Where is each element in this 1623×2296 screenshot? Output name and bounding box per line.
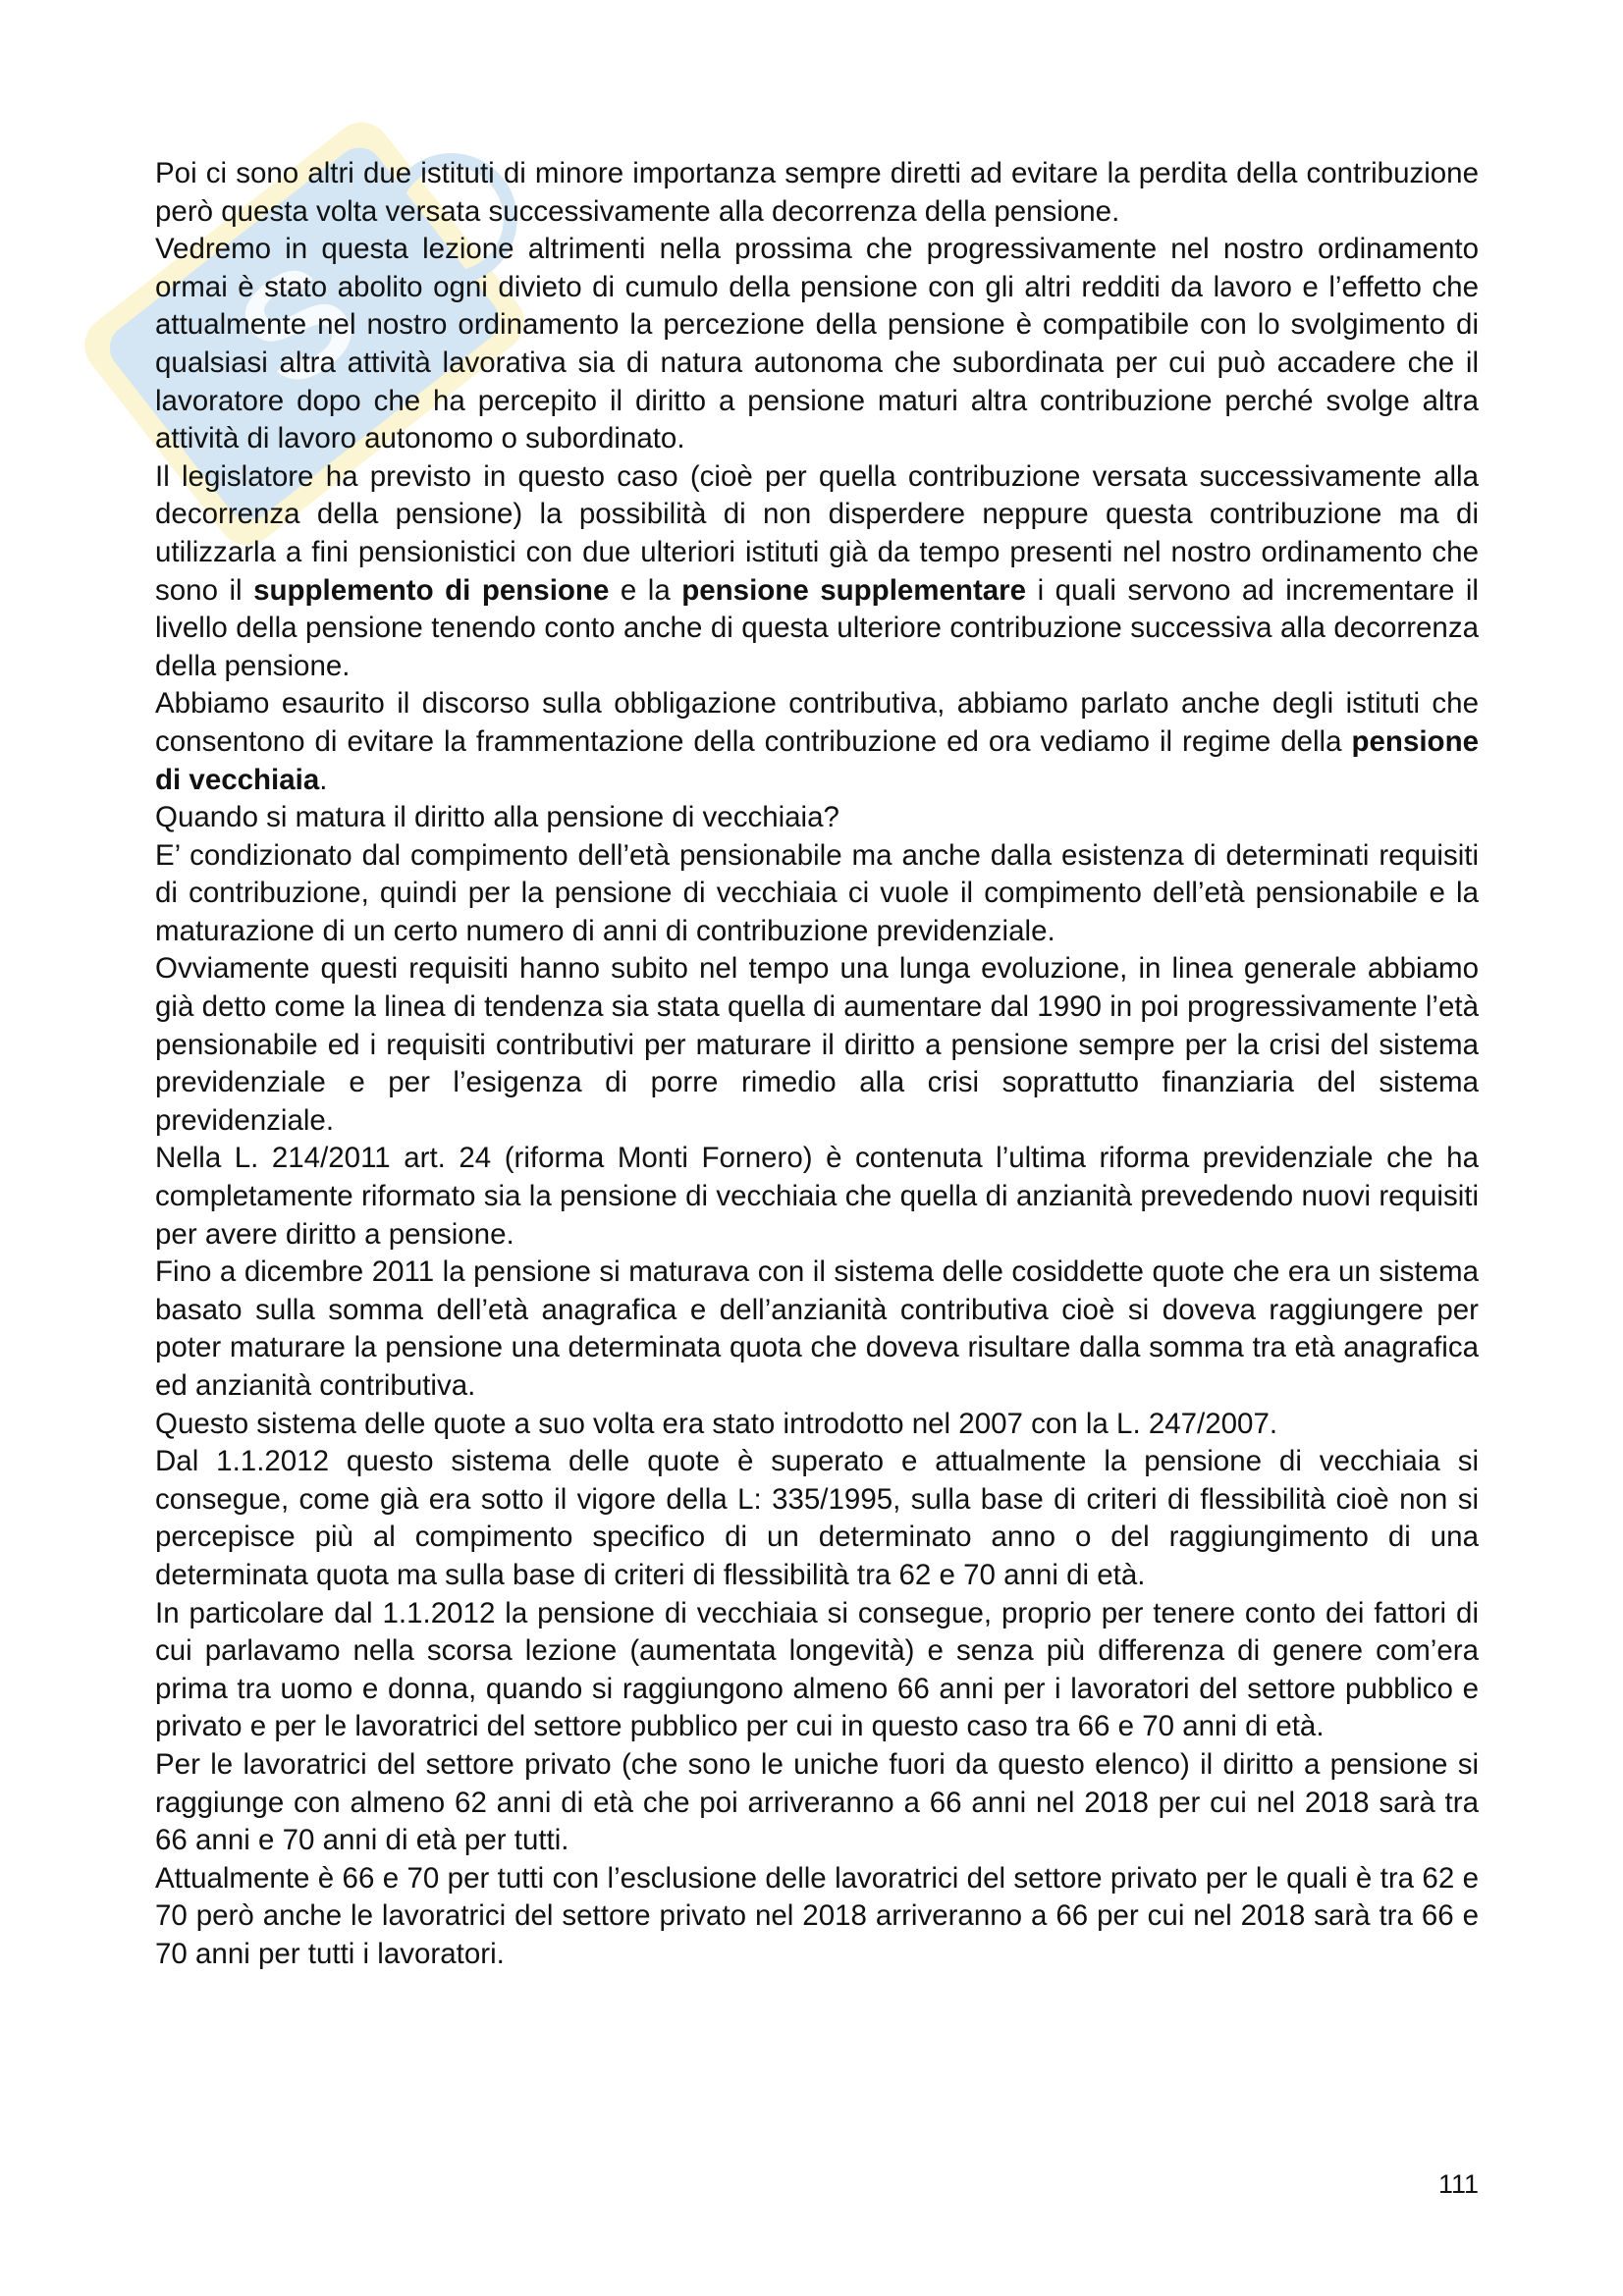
- bold-term: supplemento di pensione: [253, 573, 610, 607]
- text-run: Dal 1.1.2012 questo sistema delle quote è superato e attualmente la pensione di vecchiaia si consegue, come già era sotto il vigore della L: 335/1995, sulla base di criteri di flessibilità cioè non si percepisce più al compimento specifico di un determinato anno o del raggiungimento di una determinata quota ma sulla base di criteri di flessibilità tra 62 e 70 anni di età.: [155, 1445, 1479, 1591]
- text-run: Fino a dicembre 2011 la pensione si maturava con il sistema delle cosiddette quote che era un sistema basato sulla somma dell’età anagrafica e dell’anzianità contributiva cioè si doveva raggiungere per poter maturare la pensione una determinata quota che doveva risultare dalla somma tra età anagrafica ed anzianità contributiva.: [155, 1255, 1479, 1402]
- bold-term: pensione di vecchiaia: [155, 724, 1479, 796]
- paragraph: [155, 685, 1479, 799]
- text-run: Abbiamo esaurito il discorso sulla obbligazione contributiva, abbiamo parlato anche degli istituti che consentono di evitare la frammentazione della contribuzione ed ora vediamo il regime della: [155, 687, 1479, 758]
- paragraph: [155, 1595, 1479, 1746]
- page-number: 111: [1437, 2169, 1479, 2199]
- paragraph: [155, 155, 1479, 231]
- text-run: e la: [609, 573, 682, 607]
- text-run: .: [319, 763, 328, 796]
- text-run: Questo sistema delle quote a suo volta era stato introdotto nel 2007 con la L. 247/2007.: [155, 1407, 1278, 1440]
- paragraph: [155, 1746, 1479, 1860]
- text-run: Il legislatore ha previsto in questo caso (cioè per quella contribuzione versata successivamente alla decorrenza della pensione) la possibilità di non disperdere neppure questa contribuzione ma di utilizzarla a fini pensionistici con due ulteriori istituti già da tempo presenti nel nostro ordinamento che sono il: [155, 459, 1479, 607]
- text-run: Vedremo in questa lezione altrimenti nella prossima che progressivamente nel nostro ordinamento ormai è stato abolito ogni divieto di cumulo della pensione con gli altri redditi da lavoro e l’effetto che attualmente nel nostro ordinamento la percezione della pensione è compatibile con lo svolgimento di qualsiasi altra attività lavorativa sia di natura autonoma che subordinata per cui può accadere che il lavoratore dopo che ha percepito il diritto a pensione maturi altra contribuzione perché svolge altra attività di lavoro autonomo o subordinato.: [155, 233, 1479, 455]
- paragraph: [155, 837, 1479, 951]
- paragraph: [155, 799, 1479, 837]
- text-run: Poi ci sono altri due istituti di minore importanza sempre diretti ad evitare la perdita della contribuzione però questa volta versata successivamente alla decorrenza della pensione.: [155, 157, 1479, 228]
- bold-term: pensione supplementare: [681, 573, 1027, 607]
- paragraph: [155, 950, 1479, 1140]
- paragraph: [155, 458, 1479, 686]
- paragraph: [155, 1254, 1479, 1405]
- text-run: i quali servono ad incrementare il livello della pensione tenendo conto anche di questa ulteriore contribuzione successiva alla decorrenza della pensione.: [155, 573, 1479, 682]
- paragraph: [155, 1406, 1479, 1444]
- text-run: Quando si matura il diritto alla pensione di vecchiaia?: [155, 801, 839, 834]
- page-body: [155, 155, 1479, 1974]
- paragraph: [155, 1140, 1479, 1254]
- text-run: Nella L. 214/2011 art. 24 (riforma Monti Fornero) è contenuta l’ultima riforma previdenziale che ha completamente riformato sia la pensione di vecchiaia che quella di anzianità prevedendo nuovi requisiti per avere diritto a pensione.: [155, 1142, 1479, 1251]
- text-run: Ovviamente questi requisiti hanno subito nel tempo una lunga evoluzione, in linea generale abbiamo già detto come la linea di tendenza sia stata quella di aumentare dal 1990 in poi progressivamente l’età pensionabile ed i requisiti contributivi per maturare il diritto a pensione sempre per la crisi del sistema previdenziale e per l’esigenza di porre rimedio alla crisi soprattutto finanziaria del sistema previdenziale.: [155, 952, 1479, 1137]
- paragraph: [155, 1443, 1479, 1594]
- svg-text:S: S: [207, 229, 387, 420]
- text-run: Per le lavoratrici del settore privato (che sono le uniche fuori da questo elenco) il diritto a pensione si raggiunge con almeno 62 anni di età che poi arriveranno a 66 anni nel 2018 per cui nel 2018 sarà tra 66 anni e 70 anni di età per tutti.: [155, 1747, 1479, 1857]
- paragraph: [155, 1860, 1479, 1974]
- text-run: In particolare dal 1.1.2012 la pensione di vecchiaia si consegue, proprio per tenere conto dei fattori di cui parlavamo nella scorsa lezione (aumentata longevità) e senza più differenza di genere com’era prima tra uomo e donna, quando si raggiungono almeno 66 anni per i lavoratori del settore pubblico e privato e per le lavoratrici del settore pubblico per cui in questo caso tra 66 e 70 anni di età.: [155, 1596, 1479, 1743]
- paragraph: [155, 231, 1479, 458]
- text-run: Attualmente è 66 e 70 per tutti con l’esclusione delle lavoratrici del settore privato per le quali è tra 62 e 70 però anche le lavoratrici del settore privato nel 2018 arriveranno a 66 per cui nel 2018 sarà tra 66 e 70 anni per tutti i lavoratori.: [155, 1861, 1479, 1970]
- text-run: E’ condizionato dal compimento dell’età pensionabile ma anche dalla esistenza di determinati requisiti di contribuzione, quindi per la pensione di vecchiaia ci vuole il compimento dell’età pensionabile e la maturazione di un certo numero di anni di contribuzione previdenziale.: [155, 838, 1479, 947]
